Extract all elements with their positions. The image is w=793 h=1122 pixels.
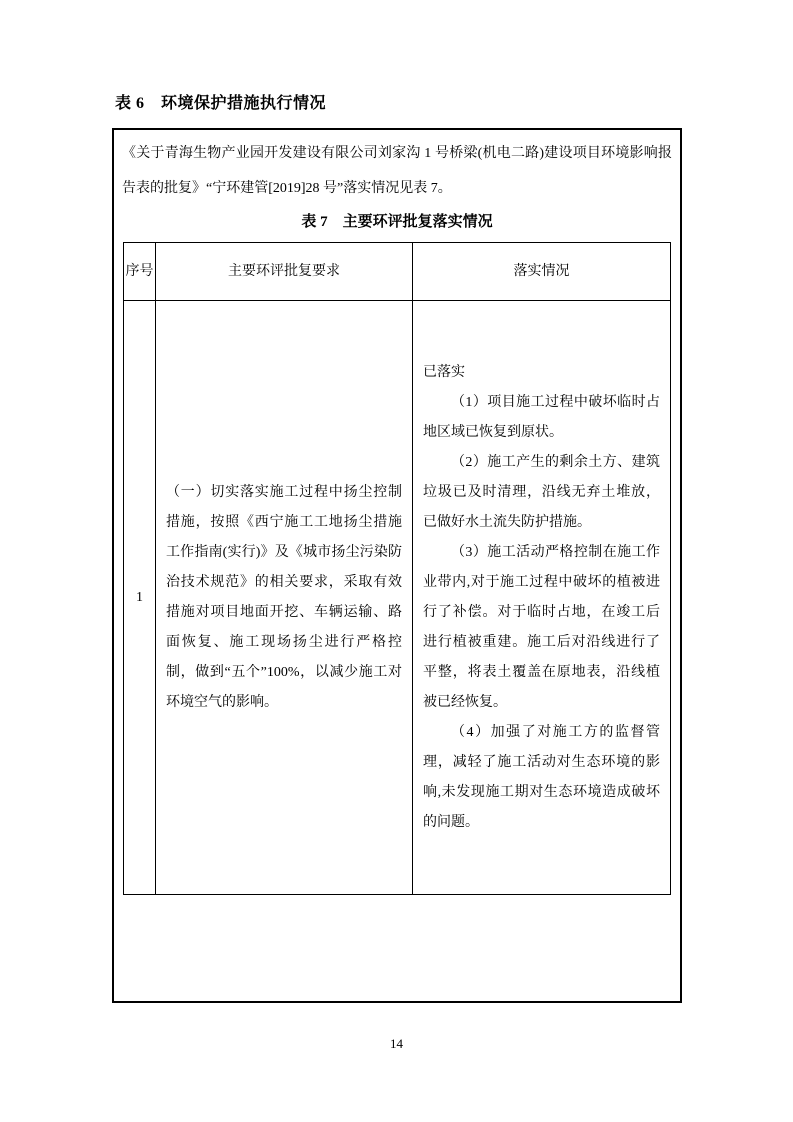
table7-approval-table — [123, 242, 671, 895]
row1-requirement-cell — [156, 301, 413, 895]
row1-serial-number: 1 — [124, 301, 156, 895]
row1-implementation-item-4: （4）加强了对施工方的监督管理，减轻了施工活动对生态环境的影响,未发现施工期对生态环境造成破坏的问题。 — [423, 724, 660, 830]
column-header-serial-number: 序号 — [124, 243, 156, 301]
approval-intro-paragraph: 《关于青海生物产业园开发建设有限公司刘家沟 1 号桥梁(机电二路)建设项目环境影响报告表的批复》“宁环建管[2019]28 号”落实情况见表 7。 — [122, 146, 672, 196]
table7-caption: 表 7 主要环评批复落实情况 — [301, 214, 493, 230]
page-number: 14 — [390, 1036, 403, 1051]
column-header-requirement: 主要环评批复要求 — [156, 243, 413, 301]
row1-implementation-status: 已落实 — [423, 364, 465, 380]
table6-heading: 表 6 环境保护措施执行情况 — [115, 95, 327, 112]
row1-implementation-item-2: （2）施工产生的剩余土方、建筑垃圾已及时清理，沿线无弃土堆放，已做好水土流失防护措施。 — [423, 454, 660, 530]
row1-requirement-text: （一）切实落实施工过程中扬尘控制措施，按照《西宁施工工地扬尘措施工作指南(实行)》及《城市扬尘污染防治技术规范》的相关要求，采取有效措施对项目地面开挖、车辆运输、路面恢复、施工现场扬尘进行严格控制，做到“五个”100%，以减少施工对环境空气的影响。 — [166, 484, 402, 710]
row1-implementation-item-1: （1）项目施工过程中破坏临时占地区域已恢复到原状。 — [423, 394, 660, 440]
column-header-implementation: 落实情况 — [413, 243, 671, 301]
row1-implementation-cell — [413, 301, 671, 895]
table6-content-box — [112, 128, 682, 1003]
row1-implementation-item-3: （3）施工活动严格控制在施工作业带内,对于施工过程中破坏的植被进行了补偿。对于临时占地，在竣工后进行植被重建。施工后对沿线进行了平整，将表土覆盖在原地表，沿线植被已经恢复。 — [423, 544, 660, 710]
table7-header-row — [124, 243, 671, 301]
table-row — [124, 301, 671, 895]
